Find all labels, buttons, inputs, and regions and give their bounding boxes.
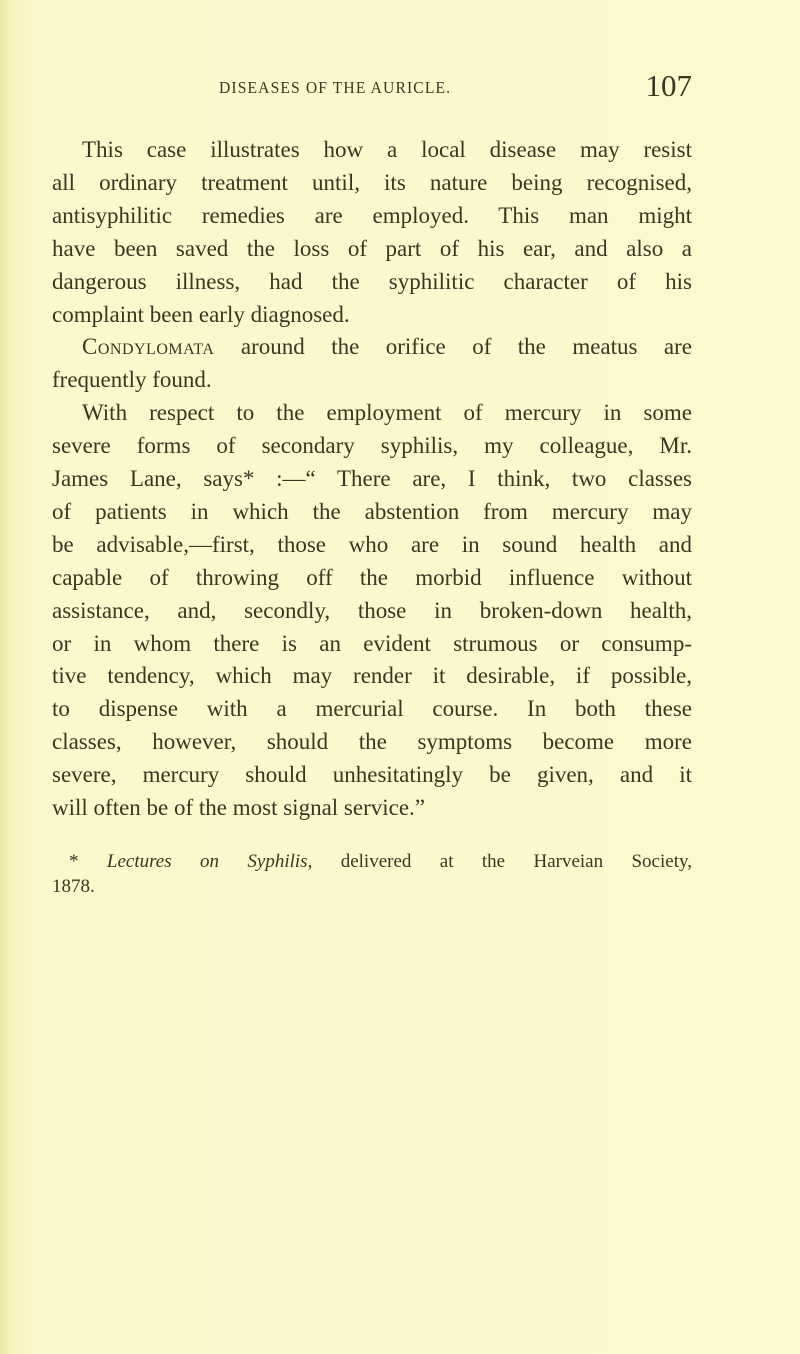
text-line <box>52 201 692 231</box>
text-line <box>52 300 692 330</box>
text-line <box>52 694 692 724</box>
text-line-content: assistance, and, secondly, those in broken-down health, <box>52 597 692 623</box>
text-line-content: of patients in which the abstention from mercury may <box>52 498 692 524</box>
text-line <box>52 793 692 823</box>
text-line-content: or in whom there is an evident strumous or consump- <box>52 630 692 656</box>
text-line <box>52 497 692 527</box>
text-line <box>52 168 692 198</box>
text-line-content: classes, however, should the symptoms become more <box>52 729 692 755</box>
text-line <box>52 431 692 461</box>
footnote-cited-title: Lectures on Syphilis <box>106 851 308 872</box>
text-line <box>52 596 692 626</box>
text-line-content: severe, mercury should unhesitatingly be given, and it <box>52 762 692 788</box>
text-line-content: With respect to the employment of mercury in some <box>82 400 692 426</box>
text-line <box>52 727 692 757</box>
running-title: DISEASES OF THE AURICLE. <box>219 78 452 97</box>
running-header <box>52 68 692 106</box>
text-line <box>52 661 692 691</box>
text-line <box>52 530 692 560</box>
text-line-content: tive tendency, which may render it desirable, if possible, <box>52 663 692 689</box>
page-number: 107 <box>645 68 692 103</box>
text-line <box>82 135 692 165</box>
text-line <box>82 332 692 362</box>
small-caps-term: Condylomata <box>82 334 215 360</box>
footnote-marker: * <box>69 851 107 872</box>
text-line-content: be advisable,—first, those who are in sound health and <box>52 531 692 557</box>
text-line-content: This case illustrates how a local disease may resist <box>82 137 692 162</box>
footnote-year: 1878. <box>52 876 95 897</box>
text-line <box>52 629 692 659</box>
text-line <box>52 234 692 264</box>
text-line-content: around the orifice of the meatus are <box>214 334 692 360</box>
text-line-content: antisyphilitic remedies are employed. This man might <box>52 202 692 228</box>
text-line <box>52 365 692 395</box>
text-line <box>52 760 692 790</box>
text-line-content: capable of throwing off the morbid influence without <box>52 564 692 590</box>
footnote <box>69 850 692 874</box>
text-line <box>52 267 692 297</box>
text-line-content: James Lane, says* :—“ There are, I think, two classes <box>52 466 692 491</box>
text-line <box>52 563 692 593</box>
text-line <box>82 398 692 428</box>
text-line-content: have been saved the loss of part of his ear, and also a <box>52 235 692 261</box>
text-line-content: frequently found. <box>52 367 212 393</box>
footnote-text: , delivered at the Harveian Society, <box>307 851 692 872</box>
text-line <box>52 464 692 494</box>
text-line-content: to dispense with a mercurial course. In both these <box>52 696 692 722</box>
text-line-content: all ordinary treatment until, its nature being recognised, <box>52 169 692 195</box>
text-line-content: severe forms of secondary syphilis, my colleague, Mr. <box>52 433 692 459</box>
text-line-content: will often be of the most signal service.” <box>52 795 426 820</box>
text-line-content: dangerous illness, had the syphilitic character of his <box>52 268 692 294</box>
text-line-content: complaint been early diagnosed. <box>52 301 350 327</box>
